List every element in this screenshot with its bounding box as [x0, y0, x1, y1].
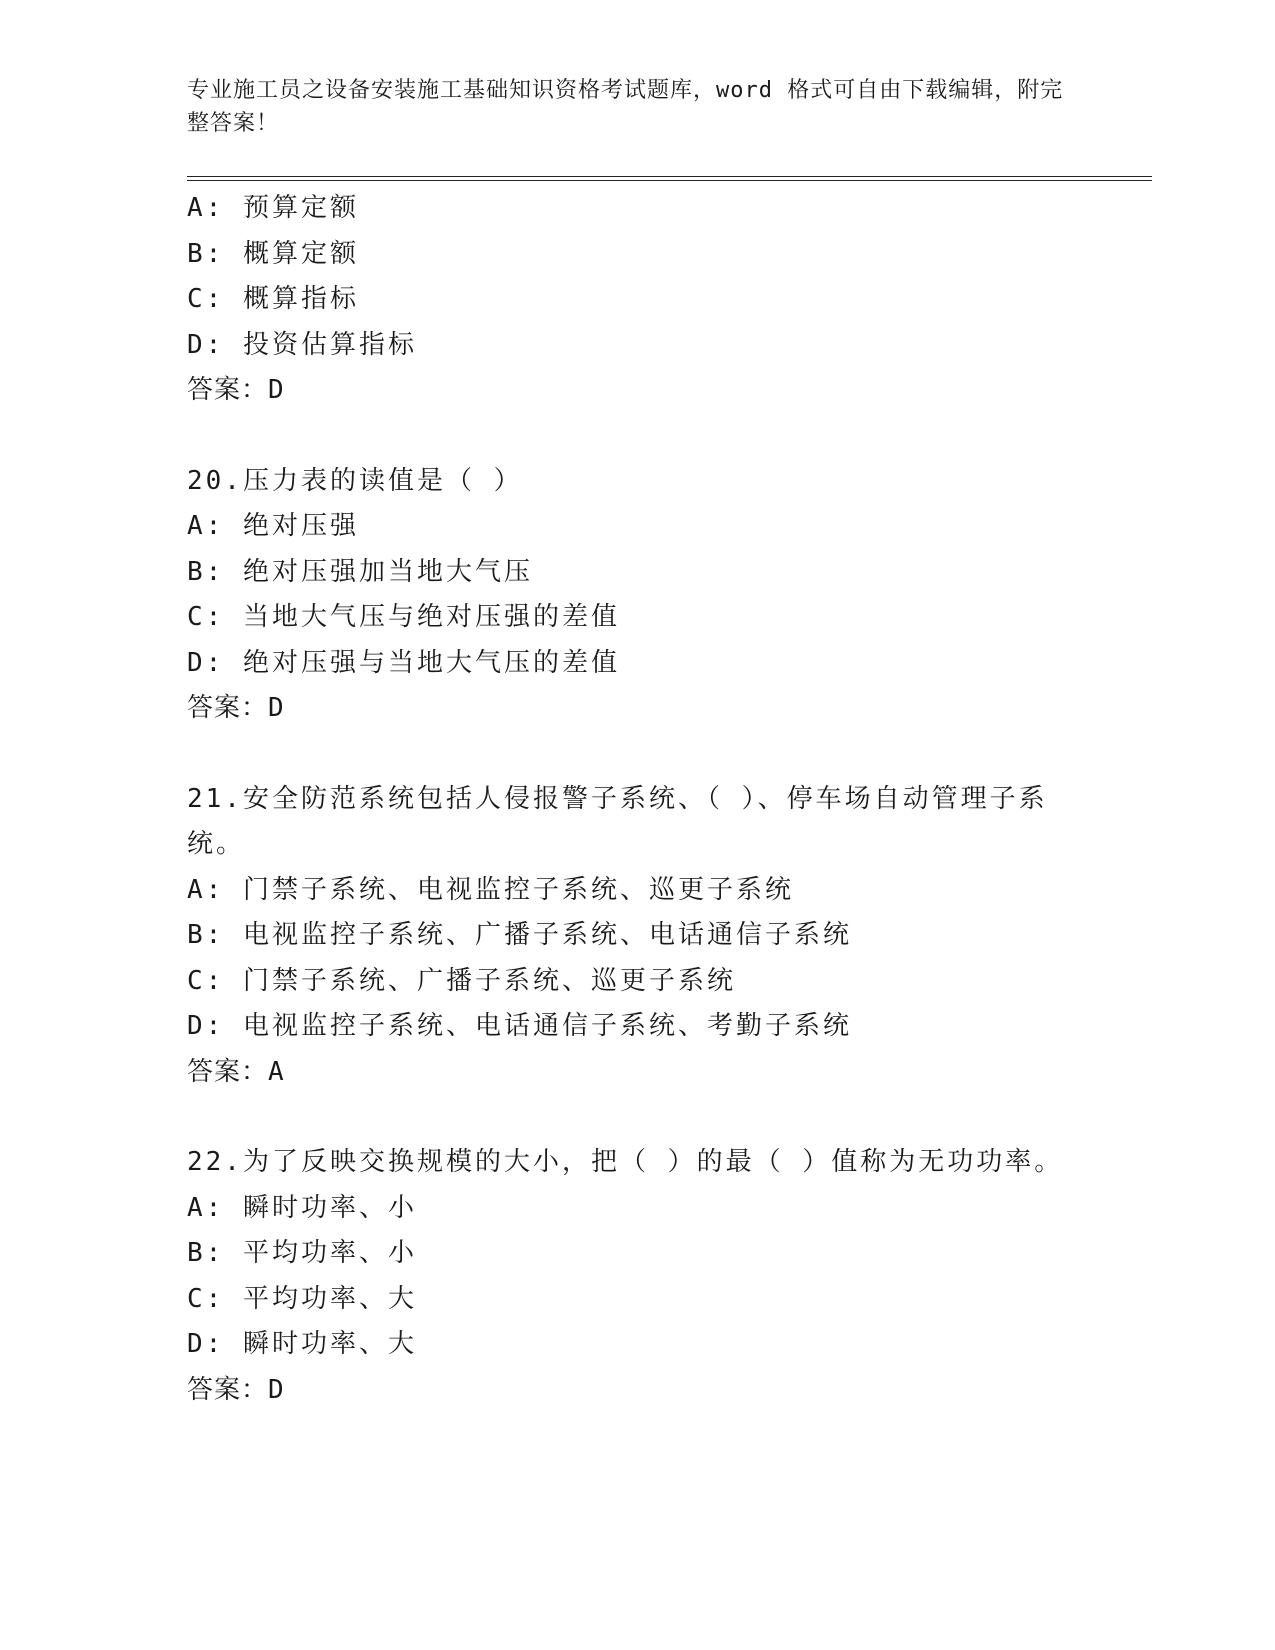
option-c: C: 当地大气压与绝对压强的差值 [187, 602, 620, 632]
option-a: A: 门禁子系统、电视监控子系统、巡更子系统 [187, 874, 794, 905]
document-body [187, 186, 1087, 1413]
question-block-prev [187, 186, 1087, 414]
option-d: D: 投资估算指标 [187, 329, 417, 360]
question-stem-line-2: 统。 [187, 829, 246, 859]
option-a: A: 瞬时功率、小 [187, 1192, 417, 1223]
option-d: D: 绝对压强与当地大气压的差值 [187, 647, 620, 678]
answer-line: 答案：A [187, 1056, 285, 1087]
question-stem: 20.压力表的读值是（ ） [187, 465, 523, 496]
header-text: 专业施工员之设备安装施工基础知识资格考试题库，word 格式可自由下载编辑，附完整答案！ [187, 78, 1064, 136]
option-b: B: 电视监控子系统、广播子系统、电话通信子系统 [187, 920, 852, 950]
answer-line: 答案：D [187, 1374, 285, 1405]
question-block-20 [187, 459, 1087, 732]
option-d: D: 电视监控子系统、电话通信子系统、考勤子系统 [187, 1011, 852, 1041]
answer-line: 答案：D [187, 693, 285, 723]
option-b: B: 概算定额 [187, 238, 359, 269]
option-b: B: 绝对压强加当地大气压 [187, 556, 533, 587]
question-stem-line-1: 21.安全防范系统包括人侵报警子系统、（ ）、停车场自动管理子系 [187, 783, 1048, 814]
option-a: A: 预算定额 [187, 193, 359, 223]
header-double-rule [187, 176, 1152, 181]
option-c: C: 平均功率、大 [187, 1283, 417, 1314]
option-b: B: 平均功率、小 [187, 1238, 417, 1268]
option-d: D: 瞬时功率、大 [187, 1329, 417, 1359]
question-block-21 [187, 777, 1087, 1096]
option-a: A: 绝对压强 [187, 511, 359, 541]
document-header [187, 74, 1067, 140]
question-stem: 22.为了反映交换规模的大小，把（ ）的最（ ）值称为无功功率。 [187, 1147, 1064, 1177]
option-c: C: 概算指标 [187, 284, 359, 314]
question-block-22 [187, 1140, 1087, 1413]
spacer [187, 1095, 1087, 1140]
option-c: C: 门禁子系统、广播子系统、巡更子系统 [187, 965, 736, 996]
spacer [187, 414, 1087, 459]
answer-line: 答案：D [187, 375, 285, 405]
spacer [187, 732, 1087, 777]
